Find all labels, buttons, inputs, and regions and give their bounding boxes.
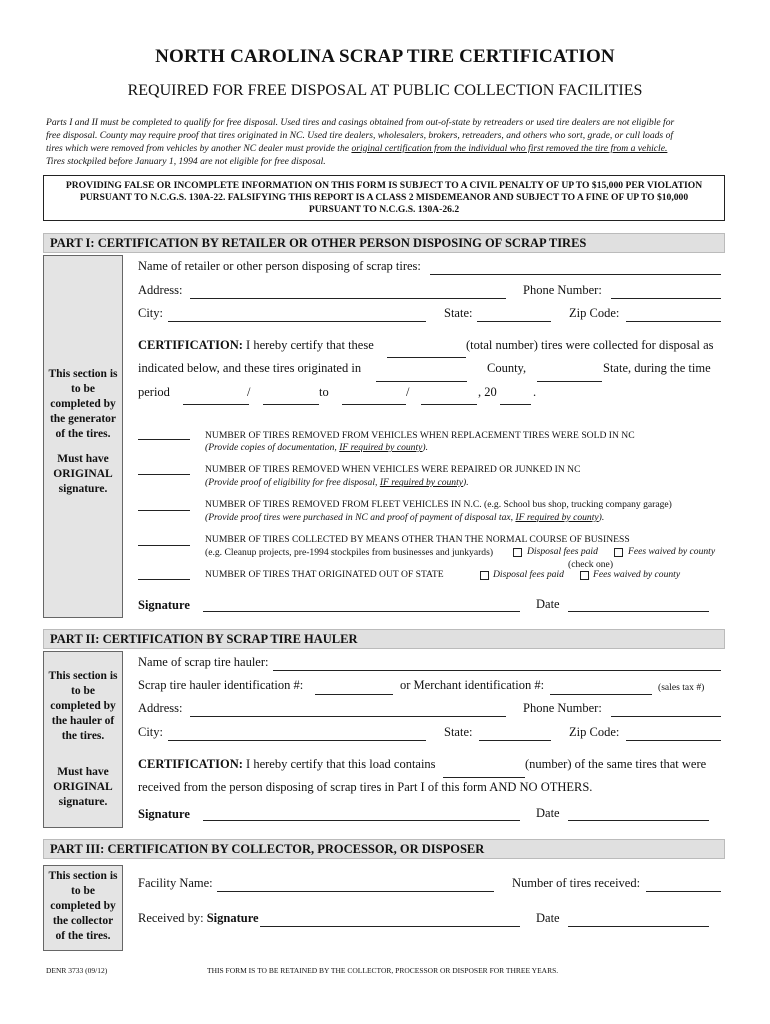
item4-fees-waived-label: Fees waived by county: [628, 546, 716, 557]
item3-count-field[interactable]: [138, 510, 190, 511]
zip-field[interactable]: [626, 321, 721, 322]
period-year-field[interactable]: [500, 404, 531, 405]
total-tires-field[interactable]: [387, 357, 466, 358]
retailer-name-field[interactable]: [430, 274, 721, 275]
item1-label: NUMBER OF TIRES REMOVED FROM VEHICLES WHEN REPLACEMENT TIRES WERE SOLD IN NC: [205, 430, 635, 441]
item5-count-field[interactable]: [138, 579, 190, 580]
period-start-month-field[interactable]: [183, 404, 249, 405]
period-label: period: [138, 385, 170, 399]
item5-disposal-fees-paid-checkbox[interactable]: [480, 571, 489, 580]
address-field[interactable]: [190, 298, 506, 299]
form-id: DENR 3733 (09/12): [46, 966, 108, 975]
part2-signature-field[interactable]: [203, 820, 520, 821]
period-end-month-field[interactable]: [342, 404, 406, 405]
part3-header: PART III: CERTIFICATION BY COLLECTOR, PROCESSOR, OR DISPOSER: [43, 839, 725, 859]
merchant-id-label: or Merchant identification #:: [400, 678, 545, 692]
penalty-warning-box: PROVIDING FALSE OR INCOMPLETE INFORMATION ON THIS FORM IS SUBJECT TO A CIVIL PENALTY OF UP TO $15,000 PER VIOLATION PURSUANT TO N.C.G.S. 130A-22. FALSIFYING THIS REPORT IS A CLASS 2 MISDEMEANOR AND SUBJECT TO A FINE OF UP TO $10,000 PURSUANT TO N.C.G.S. 130A-26.2: [43, 175, 725, 221]
hauler-name-field[interactable]: [273, 670, 721, 671]
underlined-requirement: original certification from the individual who first removed the tire from a vehicle.: [351, 143, 668, 154]
item5-fees-waived-checkbox[interactable]: [580, 571, 589, 580]
retailer-name-label: Name of retailer or other person disposing of scrap tires:: [138, 259, 421, 273]
hauler-certification-statement: CERTIFICATION: I hereby certify that this load contains: [138, 757, 436, 771]
state-field[interactable]: [477, 321, 551, 322]
item1-note: (Provide copies of documentation, IF required by county).: [205, 442, 429, 453]
item3-note: (Provide proof tires were purchased in NC and proof of payment of disposal tax, IF required by county).: [205, 512, 605, 523]
part2-side-note: This section is to be completed by the hauler of the tires. Must have ORIGINAL signature.: [43, 651, 123, 828]
address-label: Address:: [138, 283, 183, 297]
hauler-name-label: Name of scrap tire hauler:: [138, 655, 269, 669]
hauler-address-label: Address:: [138, 701, 183, 715]
part3-signature-field[interactable]: [260, 926, 520, 927]
hauler-state-label: State:: [444, 725, 473, 739]
county-label: County,: [487, 361, 527, 375]
item5-disposal-fees-paid-label: Disposal fees paid: [493, 569, 564, 580]
county-field[interactable]: [376, 381, 467, 382]
origin-state-field[interactable]: [537, 381, 602, 382]
item1-count-field[interactable]: [138, 439, 190, 440]
period-start-day-field[interactable]: [263, 404, 319, 405]
retention-note: THIS FORM IS TO BE RETAINED BY THE COLLECTOR, PROCESSOR OR DISPOSER FOR THREE YEARS.: [207, 966, 559, 975]
hauler-number-text: (number) of the same tires that were: [525, 757, 707, 771]
to-label: to: [319, 385, 329, 399]
facility-name-field[interactable]: [217, 891, 494, 892]
part1-date-label: Date: [536, 597, 560, 611]
item4-count-field[interactable]: [138, 545, 190, 546]
part3-date-label: Date: [536, 911, 560, 925]
received-by-label: Received by: Signature: [138, 911, 259, 925]
intro-line: Tires stockpiled before January 1, 1994 are not eligible for free disposal.: [46, 156, 326, 167]
item4-disposal-fees-paid-checkbox[interactable]: [513, 548, 522, 557]
part1-header: PART I: CERTIFICATION BY RETAILER OR OTHER PERSON DISPOSING OF SCRAP TIRES: [43, 233, 725, 253]
item5-label: NUMBER OF TIRES THAT ORIGINATED OUT OF STATE: [205, 569, 444, 580]
hauler-address-field[interactable]: [190, 716, 506, 717]
period-end-day-field[interactable]: [421, 404, 477, 405]
hauler-zip-label: Zip Code:: [569, 725, 620, 739]
year-prefix: , 20: [478, 385, 497, 399]
intro-line: tires which were removed from vehicles by another NC dealer must provide the original certification from the individual who first removed the tire from a vehicle.: [46, 143, 668, 154]
hauler-phone-field[interactable]: [611, 716, 721, 717]
item2-label: NUMBER OF TIRES REMOVED WHEN VEHICLES WERE REPAIRED OR JUNKED IN NC: [205, 464, 581, 475]
item4-label: NUMBER OF TIRES COLLECTED BY MEANS OTHER THAN THE NORMAL COURSE OF BUSINESS: [205, 534, 630, 545]
phone-label: Phone Number:: [523, 283, 602, 297]
state-label: State:: [444, 306, 473, 320]
city-label: City:: [138, 306, 164, 320]
item4-note: (e.g. Cleanup projects, pre-1994 stockpiles from businesses and junkyards): [205, 547, 494, 558]
item2-count-field[interactable]: [138, 474, 190, 475]
hauler-city-label: City:: [138, 725, 164, 739]
form-title: NORTH CAROLINA SCRAP TIRE CERTIFICATION: [155, 46, 615, 67]
part2-signature-label: Signature: [138, 807, 190, 821]
facility-name-label: Facility Name:: [138, 876, 213, 890]
item4-disposal-fees-paid-label: Disposal fees paid: [527, 546, 598, 557]
form-subtitle: REQUIRED FOR FREE DISPOSAL AT PUBLIC COLLECTION FACILITIES: [127, 82, 643, 99]
origin-text: indicated below, and these tires originated in: [138, 361, 362, 375]
check-one-note: (check one): [568, 559, 614, 570]
phone-field[interactable]: [611, 298, 721, 299]
hauler-received-text: received from the person disposing of scrap tires in Part I of this form AND NO OTHERS.: [138, 780, 593, 794]
intro-line: Parts I and II must be completed to qualify for free disposal. Used tires and casings obtained from out-of-state by retreaders or used tire dealers are not eligible for: [46, 117, 675, 128]
hauler-city-field[interactable]: [168, 740, 426, 741]
city-field[interactable]: [168, 321, 426, 322]
part3-date-field[interactable]: [568, 926, 709, 927]
intro-text: [46, 116, 726, 168]
hauler-id-label: Scrap tire hauler identification #:: [138, 678, 304, 692]
total-number-text: (total number) tires were collected for disposal as: [466, 338, 714, 352]
zip-label: Zip Code:: [569, 306, 620, 320]
item4-fees-waived-checkbox[interactable]: [614, 548, 623, 557]
certification-statement: CERTIFICATION: I hereby certify that these: [138, 338, 374, 352]
during-text: State, during the time: [603, 361, 711, 375]
merchant-id-field[interactable]: [550, 694, 652, 695]
sales-tax-note: (sales tax #): [658, 682, 705, 693]
tires-received-label: Number of tires received:: [512, 876, 641, 890]
part1-signature-field[interactable]: [203, 611, 520, 612]
part2-header: PART II: CERTIFICATION BY SCRAP TIRE HAULER: [43, 629, 725, 649]
tires-received-field[interactable]: [646, 891, 721, 892]
date-separator: /: [406, 385, 410, 399]
hauler-zip-field[interactable]: [626, 740, 721, 741]
part2-date-label: Date: [536, 806, 560, 820]
hauler-tire-count-field[interactable]: [443, 777, 525, 778]
intro-line: free disposal. County may require proof that tires originated in NC. Used tire dealers, wholesalers, brokers, retreaders, and others who sort, grade, or cull loads of: [46, 130, 674, 141]
part1-date-field[interactable]: [568, 611, 709, 612]
part2-date-field[interactable]: [568, 820, 709, 821]
item3-label: NUMBER OF TIRES REMOVED FROM FLEET VEHICLES IN N.C. (e.g. School bus shop, trucking company garage): [205, 499, 672, 510]
date-separator: /: [247, 385, 251, 399]
part1-signature-label: Signature: [138, 598, 190, 612]
hauler-state-field[interactable]: [479, 740, 551, 741]
item5-fees-waived-label: Fees waived by county: [593, 569, 681, 580]
hauler-phone-label: Phone Number:: [523, 701, 602, 715]
part3-side-note: This section is to be completed by the collector of the tires.: [43, 865, 123, 951]
hauler-id-field[interactable]: [315, 694, 393, 695]
item2-note: (Provide proof of eligibility for free disposal, IF required by county).: [205, 477, 469, 488]
part1-side-note: This section is to be completed by the generator of the tires. Must have ORIGINAL signature.: [43, 255, 123, 618]
